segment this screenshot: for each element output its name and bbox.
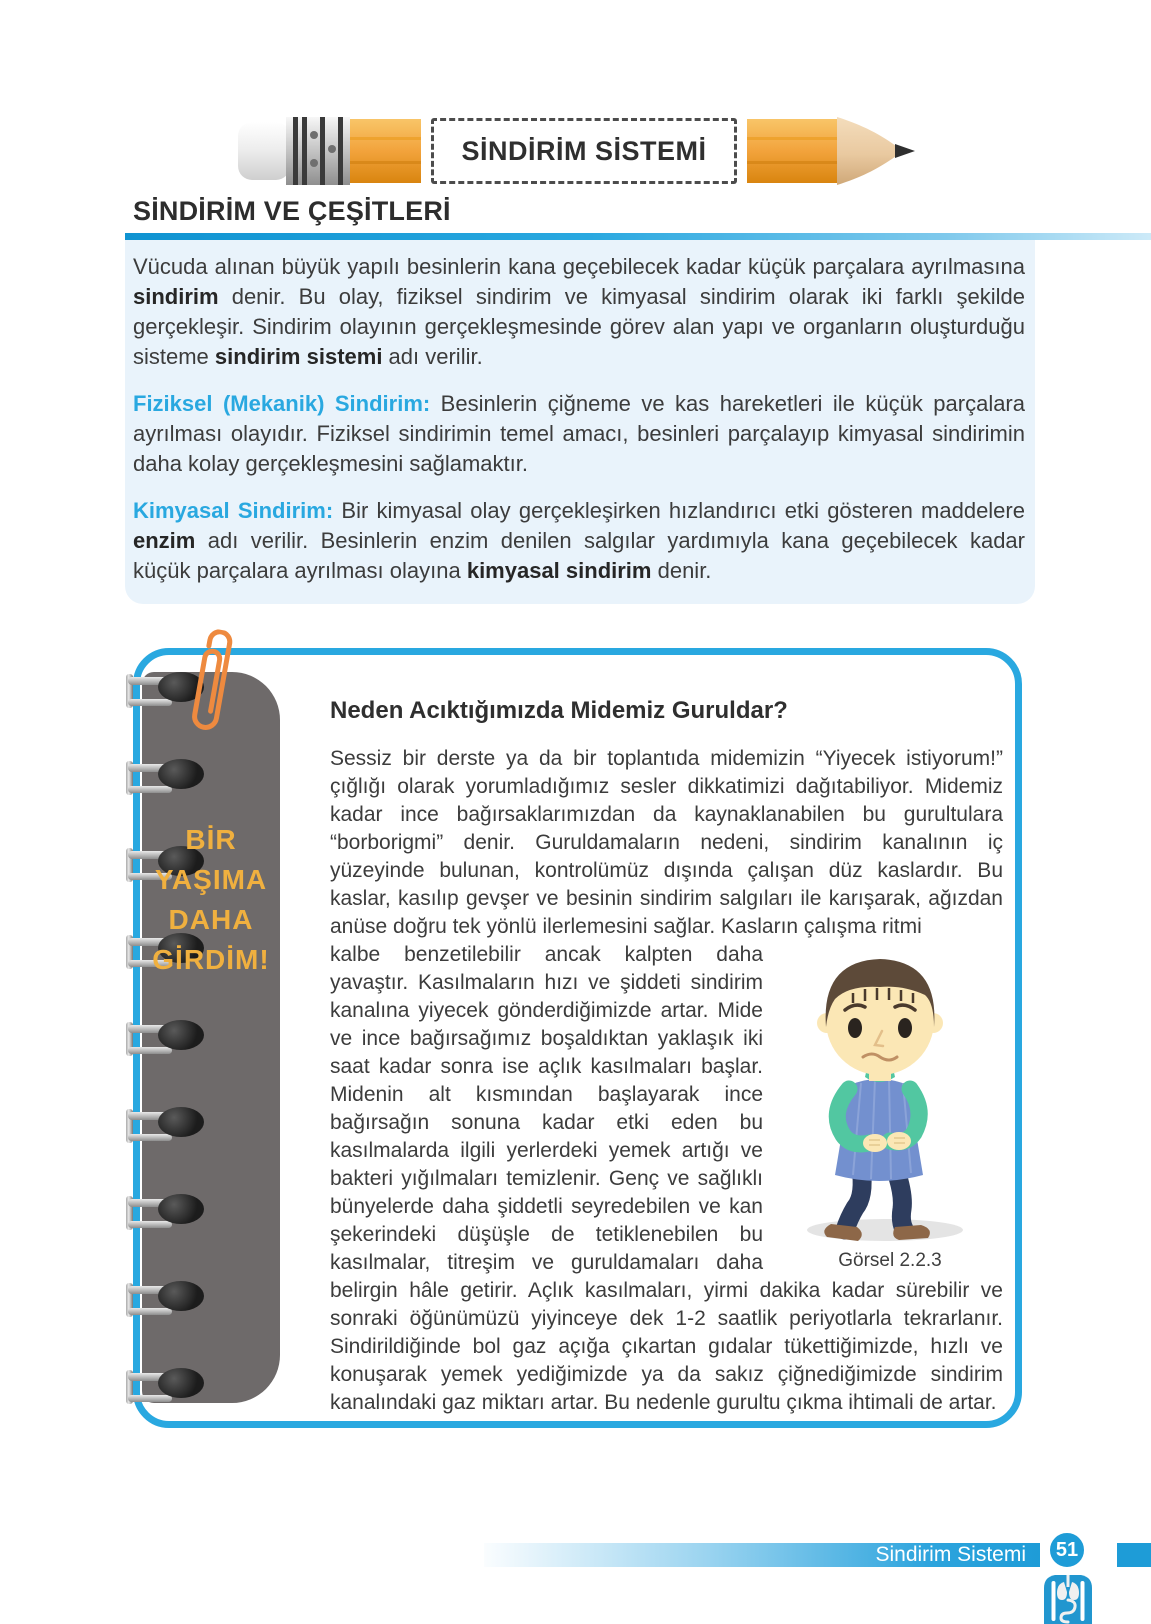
- footer-accent-rect: [1117, 1543, 1151, 1567]
- spiral-ring: [126, 759, 206, 799]
- physical-digestion-lead: Fiziksel (Mekanik) Sindirim:: [133, 391, 431, 416]
- footer-bar: [484, 1543, 1040, 1567]
- intro-paragraph-1: Vücuda alınan büyük yapılı besinlerin kana geçebilecek kadar küçük parçalara ayrılmasına sindirim denir. Bu olay, fiziksel sindirim ve kimyasal sindirim olarak iki farklı şekilde gerçekleşir. Sindirim olayının gerçekleşmesinde görev alan yapı ve organların oluşturduğu sisteme sindirim sistemi adı verilir.: [133, 254, 1025, 369]
- note-body-part1: Sessiz bir derste ya da bir toplantıda midemizin “Yiyecek istiyorum!” çığlığı olarak yorumladığımız sesler dikkatimizi dağıtabiliyor. Midemiz kadar ince bağırsaklarımızdan da kaynaklanabilen bu gurultulara “borborigmi” denir. Guruldamaların nedeni, sindirim kanalının iç yüzeyinde bulunan, kontrolümüz dışında çalışan düz kaslardır. Bu kaslar, kasılıp gevşer ve besinin sindirim salgıları ile karışarak, ağızdan anüse doğru tek yönlü ilerlemesini sağlar. Kasların çalışma ritmi: [330, 747, 1003, 938]
- spiral-ring: [126, 1281, 206, 1321]
- page-number: 51: [1055, 1538, 1079, 1561]
- notebook-box: [133, 648, 1022, 1428]
- intro-paragraph-2: Fiziksel (Mekanik) Sindirim: Besinlerin çiğneme ve kas hareketleri ile küçük parçalara ayrılması olayıdır. Fiziksel sindirimin temel amacı, besinleri parçalayıp kimyasal sindirimin daha kolay gerçekleşmesini sağlamaktır.: [133, 391, 1025, 476]
- intro-panel: [125, 240, 1035, 604]
- digestive-system-logo-icon: [1037, 1567, 1099, 1624]
- note-title: Neden Acıktığımızda Midemiz Guruldar?: [330, 697, 788, 724]
- margin-note: BİR YAŞIMA DAHA GİRDİM!: [152, 824, 270, 975]
- note-body-part2: kalbe benzetilebilir ancak kalpten daha yavaştır. Kasılmaların hızı ve şiddeti sindirim kanalına yiyecek gönderdiğimizde artar. Mide ve ince bağırsağımız boşaldıktan yaklaşık iki saat kadar sonra ise açlık kasılmaları başlar. Midenin alt kısmından başlayarak ince bağırsağın sonuna kadar etki eden bu kasılmalarda ilgili yerlerdeki yemek artığı ve bakteri yığılmaları temizlenir. Genç ve sağlıklı bünyelerde daha şiddetli seyredebilen ve kan şekerindeki düşüşle de tetiklenebilen bu kasılmalar, titreşim ve guruldamaları daha belirgin hâle getirir. Açlık kasılmaları, yirmi dakika kadar sürebilir ve sonraki öğünümüzü yiyinceye dek 1-2 saatlik periyotlarla tekrarlanır. Sindirildiğinde bol gaz açığa çıkartan gıdalar tükettiğimizde, hızlı ve konuşarak yemek yediğimizde ya da sakız çiğnediğimizde sindirim kanalındaki gaz miktarı artar. Bu nedenle gurultu çıkma ihtimali de artar.: [330, 943, 1003, 1414]
- chapter-title: SİNDİRİM SİSTEMİ: [461, 135, 707, 166]
- chapter-header: [0, 106, 1151, 196]
- footer-chapter-label: Sindirim Sistemi: [875, 1543, 1026, 1566]
- intro-paragraph-3: Kimyasal Sindirim: Bir kimyasal olay gerçekleşirken hızlandırıcı etki gösteren maddelere enzim adı verilir. Besinlerin enzim denilen salgılar yardımıyla kana geçebilecek kadar küçük parçalara ayrılması olayına kimyasal sindirim denir.: [133, 498, 1025, 583]
- chemical-digestion-lead: Kimyasal Sindirim:: [133, 498, 334, 523]
- spiral-ring: [126, 1107, 206, 1147]
- pencil-eraser-icon: [236, 115, 421, 187]
- spiral-ring: [126, 1368, 206, 1408]
- note-content: [330, 697, 1003, 1417]
- chapter-title-box: [431, 118, 737, 184]
- heading-underline: [125, 233, 1151, 240]
- pencil-tip-icon: [747, 115, 915, 187]
- page-number-badge: [1048, 1531, 1086, 1569]
- spiral-ring: [126, 1020, 206, 1060]
- section-heading: SİNDİRİM VE ÇEŞİTLERİ: [133, 196, 451, 226]
- figure-caption: Görsel 2.2.3: [838, 1250, 942, 1271]
- spiral-ring: [126, 1194, 206, 1234]
- worried-boy-image: [783, 943, 998, 1243]
- boy-illustration: [777, 943, 1003, 1272]
